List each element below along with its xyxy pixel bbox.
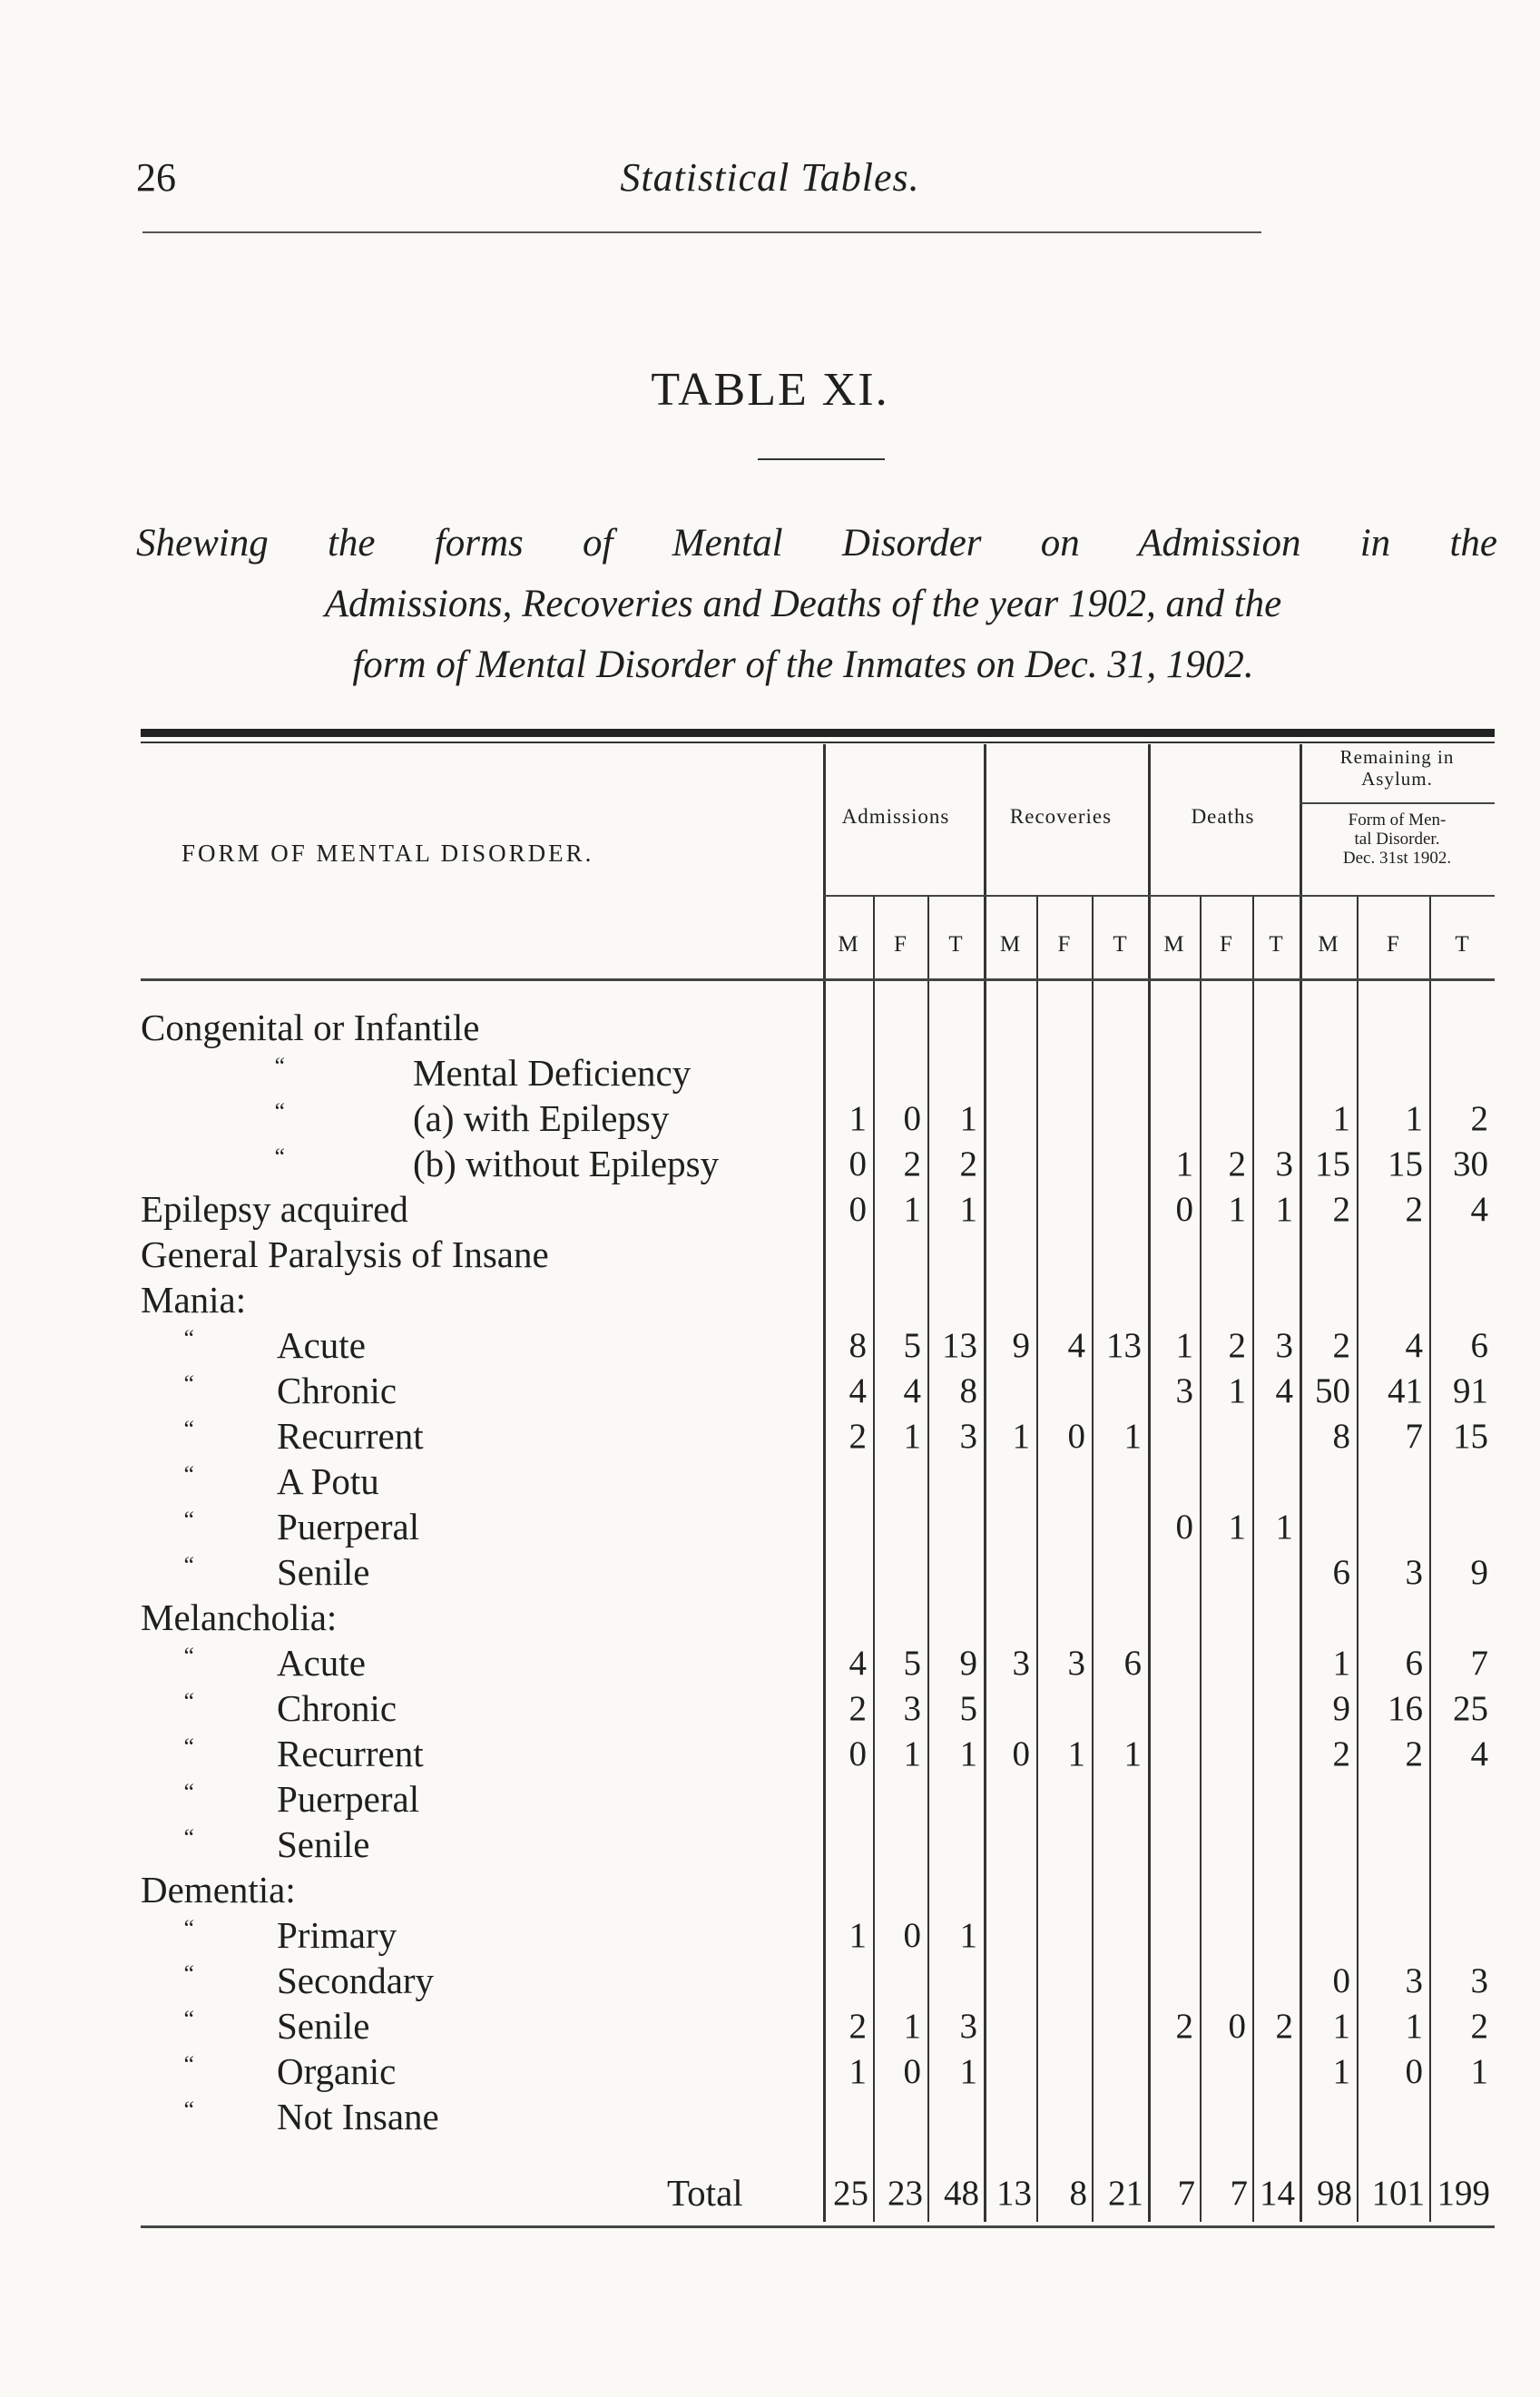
form-column-header: FORM OF MENTAL DISORDER. [181,840,594,867]
header-rule [142,231,1261,233]
table-cell: 1 [1405,1099,1423,1138]
table-cell: 3 [903,1689,921,1728]
table-cell: 0 [1067,1417,1085,1456]
row-label: General Paralysis of Insane [141,1233,549,1275]
total-cell: 7 [1230,2174,1248,2213]
total-cell: 48 [944,2174,979,2213]
table-cell: 8 [959,1371,977,1410]
table-cell: 6 [1332,1553,1350,1592]
row-label: Not Insane [277,2096,439,2137]
admissions-t-header: T [948,932,963,957]
ditto-mark: “ [181,1416,195,1442]
table-cell: 4 [848,1644,867,1683]
table-cell: 1 [1067,1734,1085,1773]
total-cell: 13 [996,2174,1032,2213]
row-label: Puerperal [277,1778,420,1820]
ditto-mark: “ [181,2051,195,2078]
row-label: Acute [277,1324,366,1366]
admissions-header: Admissions [841,805,950,828]
row-label: Secondary [277,1960,435,2001]
ditto-mark: “ [272,1144,286,1170]
remaining-header-line-1: Remaining in [1339,746,1455,768]
table-cell: 3 [959,2007,977,2046]
column-rule [1148,744,1151,2222]
table-cell: 2 [1405,1190,1423,1229]
table-cell: 2 [848,1417,867,1456]
row-label: Epilepsy acquired [141,1188,408,1230]
table-cell: 1 [903,2007,921,2046]
remaining-header-line-2: Asylum. [1361,768,1433,790]
table-cell: 1 [959,1916,977,1955]
remaining-m-header: M [1318,932,1339,957]
table-cell: 2 [848,2007,867,2046]
table-cell: 1 [1405,2007,1423,2046]
row-label: Mania: [141,1279,247,1321]
table-cell: 1 [1123,1734,1142,1773]
table-cell: 1 [959,1190,977,1229]
ditto-mark: “ [272,1053,286,1079]
table-cell: 6 [1123,1644,1142,1683]
recoveries-header: Recoveries [1009,805,1113,828]
row-label: A Potu [277,1460,379,1502]
table-cell: 1 [848,1099,867,1138]
table-cell: 1 [1228,1190,1246,1229]
total-cell: 7 [1177,2174,1195,2213]
table-cell: 15 [1388,1144,1423,1184]
ditto-mark: “ [181,1960,195,1987]
table-cell: 4 [1275,1371,1293,1410]
table-cell: 3 [959,1417,977,1456]
page-number: 26 [136,155,176,200]
ditto-mark: “ [181,1915,195,1941]
table-cell: 0 [1012,1734,1030,1773]
table-cell: 1 [1275,1508,1293,1547]
table-cell: 1 [1123,1417,1142,1456]
table-cell: 2 [1332,1326,1350,1365]
table-cell: 4 [903,1371,921,1410]
caption-line-1: Shewing the forms of Mental Disorder on Admission in the [136,522,1497,565]
ditto-mark: “ [181,1688,195,1714]
table-cell: 1 [1175,1326,1193,1365]
row-label: (b) without Epilepsy [413,1143,720,1184]
ditto-mark: “ [181,1552,195,1578]
table-bottom-rule [141,2225,1495,2228]
table-cell: 2 [1332,1190,1350,1229]
row-label: (a) with Epilepsy [413,1097,670,1139]
table-cell: 9 [1470,1553,1488,1592]
ditto-mark: “ [181,1779,195,1805]
remaining-f-header: F [1387,932,1399,957]
table-cell: 0 [1175,1190,1193,1229]
table-cell: 2 [1228,1144,1246,1184]
table-cell: 8 [1332,1417,1350,1456]
row-label: Organic [277,2050,397,2092]
remaining-form-line-2: tal Disorder. [1354,830,1440,849]
table-cell: 1 [903,1734,921,1773]
ditto-mark: “ [181,1461,195,1488]
table-cell: 30 [1453,1144,1488,1184]
table-cell: 5 [903,1326,921,1365]
table-cell: 7 [1470,1644,1488,1683]
table-cell: 2 [1175,2007,1193,2046]
table-cell: 1 [959,1099,977,1138]
total-cell: 199 [1437,2174,1490,2213]
ditto-mark: “ [272,1098,286,1125]
table-top-thin-rule [141,742,1495,743]
table-cell: 15 [1453,1417,1488,1456]
table-cell: 0 [1228,2007,1246,2046]
recoveries-f-header: F [1057,932,1071,957]
column-rule [1092,897,1094,2222]
row-label: Primary [277,1914,397,1956]
table-cell: 0 [903,1916,921,1955]
table-caption [136,513,1497,695]
table-cell: 3 [1275,1326,1293,1365]
table-cell: 4 [1470,1734,1488,1773]
table-cell: 0 [1175,1508,1193,1547]
row-label: Dementia: [141,1869,296,1911]
table-cell: 13 [1106,1326,1142,1365]
table-cell: 1 [1228,1508,1246,1547]
table-cell: 1 [848,2052,867,2091]
table-cell: 3 [1405,1553,1423,1592]
caption-line-3: form of Mental Disorder of the Inmates on Dec. 31, 1902. [352,643,1254,686]
table-cell: 8 [848,1326,867,1365]
table-cell: 1 [959,2052,977,2091]
remaining-subheader-rule [1300,802,1495,804]
ditto-mark: “ [181,2006,195,2032]
table-cell: 1 [1275,1190,1293,1229]
row-label: Melancholia: [141,1596,338,1638]
table-cell: 2 [1332,1734,1350,1773]
row-label: Senile [277,1551,370,1593]
table-cell: 7 [1405,1417,1423,1456]
table-cell: 16 [1388,1689,1423,1728]
table-cell: 3 [1470,1961,1488,2000]
header-bottom-rule [141,978,1495,981]
total-cell: 21 [1108,2174,1143,2213]
total-cell: 23 [888,2174,923,2213]
table-cell: 1 [1332,1644,1350,1683]
row-label: Chronic [277,1370,397,1411]
table-cell: 1 [1470,2052,1488,2091]
table-cell: 1 [903,1190,921,1229]
row-label: Chronic [277,1687,397,1729]
total-cell: 25 [833,2174,868,2213]
title-rule [758,458,885,460]
column-rule [984,744,986,2222]
table-cell: 0 [848,1190,867,1229]
table-cell: 1 [1228,1371,1246,1410]
table-cell: 2 [1470,1099,1488,1138]
table-cell: 9 [1332,1689,1350,1728]
table-cell: 3 [1405,1961,1423,2000]
total-cell: 8 [1069,2174,1087,2213]
ditto-mark: “ [181,1370,195,1397]
table-cell: 1 [1175,1144,1193,1184]
table-cell: 2 [848,1689,867,1728]
remaining-form-header [1300,810,1495,868]
table-cell: 0 [903,1099,921,1138]
table-cell: 3 [1012,1644,1030,1683]
ditto-mark: “ [181,1734,195,1760]
table-cell: 15 [1315,1144,1350,1184]
page-header [0,154,1540,209]
table-cell: 3 [1067,1644,1085,1683]
group-header-rule [823,895,1495,897]
caption-line-2: Admissions, Recoveries and Deaths of the year 1902, and the [324,583,1282,625]
deaths-f-header: F [1220,932,1232,957]
remaining-t-header: T [1455,932,1469,957]
table-cell: 3 [1275,1144,1293,1184]
row-label: Recurrent [277,1415,424,1457]
recoveries-m-header: M [999,932,1021,957]
row-label: Congenital or Infantile [141,1007,480,1048]
row-label: Senile [277,2005,370,2047]
table-cell: 0 [848,1734,867,1773]
admissions-m-header: M [838,932,858,957]
column-rule [1036,897,1038,2222]
table-cell: 1 [1332,2052,1350,2091]
deaths-m-header: M [1163,932,1184,957]
remaining-form-line-1: Form of Men- [1348,810,1447,830]
table-cell: 1 [848,1916,867,1955]
table-cell: 2 [1275,2007,1293,2046]
row-label: Senile [277,1823,370,1865]
table-cell: 91 [1453,1371,1488,1410]
deaths-header: Deaths [1191,805,1255,828]
table-cell: 6 [1470,1326,1488,1365]
table-cell: 2 [903,1144,921,1184]
remaining-header [1300,746,1495,790]
table-cell: 9 [959,1644,977,1683]
table-cell: 2 [1405,1734,1423,1773]
table-cell: 4 [1067,1326,1085,1365]
ditto-mark: “ [181,1643,195,1669]
table-top-rule [141,729,1495,737]
table-cell: 0 [1405,2052,1423,2091]
row-label: Recurrent [277,1733,424,1774]
table-cell: 1 [903,1417,921,1456]
table-cell: 13 [942,1326,977,1365]
ditto-mark: “ [181,2097,195,2123]
table-cell: 1 [1332,2007,1350,2046]
table-cell: 0 [1332,1961,1350,2000]
table-cell: 41 [1388,1371,1423,1410]
table-cell: 50 [1315,1371,1350,1410]
table-cell: 1 [959,1734,977,1773]
ditto-mark: “ [181,1325,195,1351]
table-cell: 0 [848,1144,867,1184]
column-rule [823,744,826,2222]
row-label: Acute [277,1642,366,1684]
admissions-f-header: F [894,932,907,957]
table-cell: 5 [903,1644,921,1683]
total-cell: 101 [1371,2174,1425,2213]
row-label: Mental Deficiency [413,1052,692,1094]
table-cell: 1 [1012,1417,1030,1456]
table-cell: 3 [1175,1371,1193,1410]
table-cell: 2 [1228,1326,1246,1365]
table-cell: 2 [1470,2007,1488,2046]
remaining-form-line-3: Dec. 31st 1902. [1342,849,1452,868]
recoveries-t-header: T [1113,932,1127,957]
total-cell: 98 [1317,2174,1352,2213]
row-label: Puerperal [277,1506,420,1547]
deaths-t-header: T [1269,932,1283,957]
table-cell: 6 [1405,1644,1423,1683]
ditto-mark: “ [181,1824,195,1851]
ditto-mark: “ [181,1507,195,1533]
table-cell: 25 [1453,1689,1488,1728]
table-cell: 4 [1470,1190,1488,1229]
total-label: Total [667,2172,743,2214]
table-cell: 5 [959,1689,977,1728]
table-cell: 4 [848,1371,867,1410]
table-title: TABLE XI. [651,364,889,416]
table-cell: 0 [903,2052,921,2091]
table-cell: 9 [1012,1326,1030,1365]
total-cell: 14 [1260,2174,1295,2213]
table-cell: 4 [1405,1326,1423,1365]
table-cell: 1 [1332,1099,1350,1138]
running-head: Statistical Tables. [620,155,920,200]
table-cell: 2 [959,1144,977,1184]
